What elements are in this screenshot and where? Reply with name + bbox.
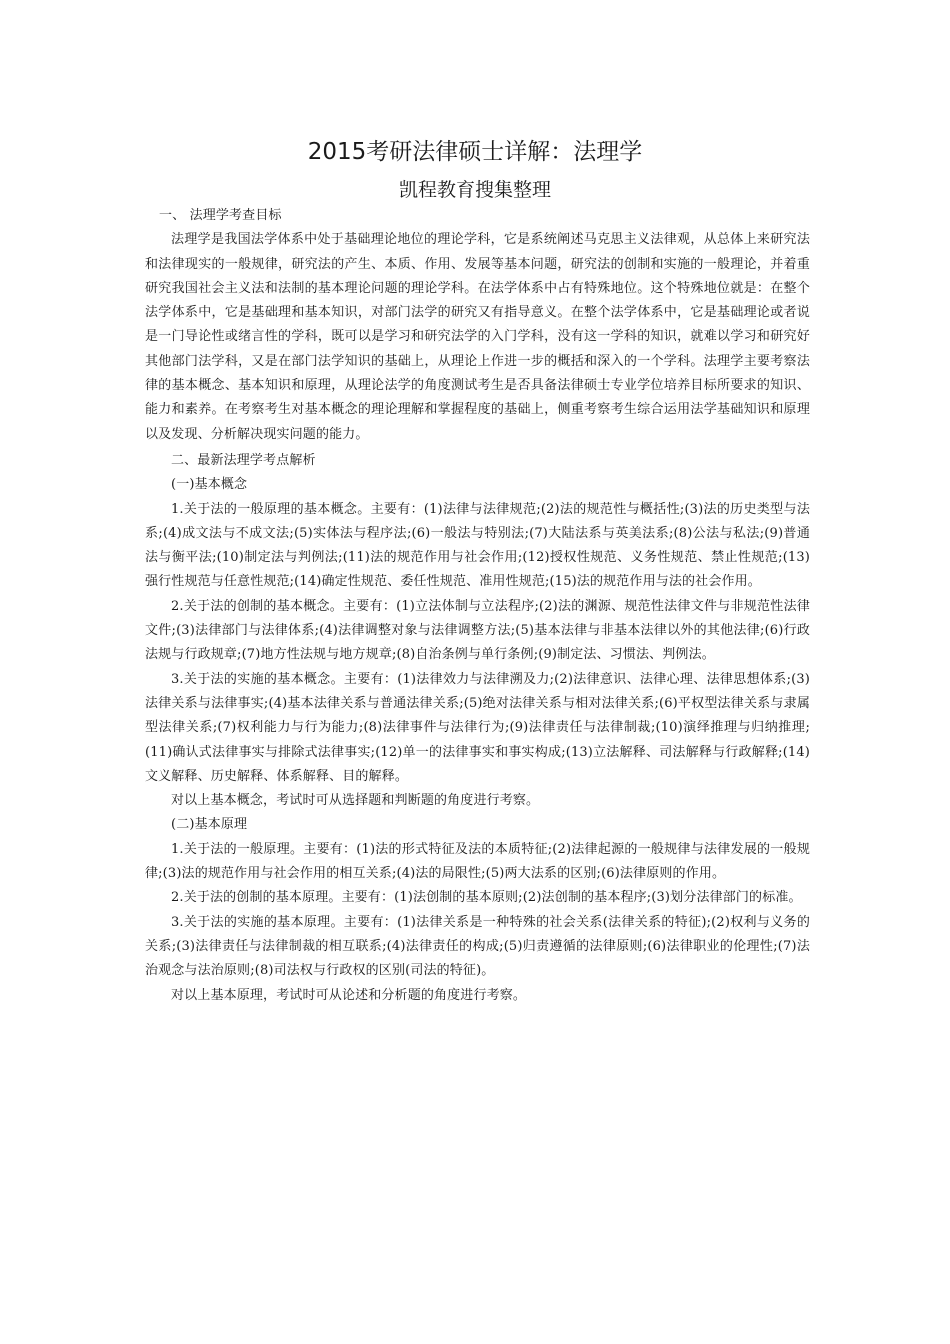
document-subtitle: 凯程教育搜集整理 xyxy=(398,179,551,201)
principles-item-1: 1.关于法的一般原理。主要有：(1)法的形式特征及法的本质特征;(2)法律起源的一般规律与法律发展的一般规律;(3)法的规范作用与社会作用的相互关系;(4)法的局限性;(5)两大法系的区别;(6)法律原则的作用。 xyxy=(145,841,810,882)
intro-paragraph: 法理学是我国法学体系中处于基础理论地位的理论学科，它是系统阐述马克思主义法律观，从总体上来研究法和法律现实的一般规律，研究法的产生、本质、作用、发展等基本问题，研究法的创制和实施的一般理论，并着重研究我国社会主义法和法制的基本理论问题的理论学科。在法学体系中占有特殊地位。这个特殊地位就是：在整个法学体系中，它是基础理和基本知识，对部门法学的研究又有指导意义。在整个法学体系中，它是基础理论或者说是一门导论性或绪言性的学科，既可以是学习和研究法学的入门学科，没有这一学科的知识，就难以学习和研究好其他部门法学科，又是在部门法学知识的基础上，从理论上作进一步的概括和深入的一个学科。法理学主要考察法律的基本概念、基本知识和原理，从理论法学的角度测试考生是否具备法律硕士专业学位培养目标所要求的知识、能力和素养。在考察考生对基本概念的理论理解和掌握程度的基础上，侧重考察考生综合运用法学基础知识和原理以及发现、分析解决现实问题的能力。 xyxy=(145,232,810,442)
concepts-note: 对以上基本概念，考试时可从选择题和判断题的角度进行考察。 xyxy=(171,793,540,809)
principles-note: 对以上基本原理，考试时可从论述和分析题的角度进行考察。 xyxy=(171,987,527,1003)
document-title: 2015考研法律硕士详解：法理学 xyxy=(307,139,643,165)
concepts-item-3: 3.关于法的实施的基本概念。主要有：(1)法律效力与法律溯及力;(2)法律意识、法律心理、法律思想体系;(3)法律关系与法律事实;(4)基本法律关系与普通法律关系;(5)绝对法律关系与相对法律关系;(6)平权型法律关系与隶属型法律关系;(7)权利能力与行为能力;(8)法律事件与法律行为;(9)法律责任与法律制裁;(10)演绎推理与归纳推理;(11)确认式法律事实与排除式法律事实;(12)单一的法律事实和事实构成;(13)立法解释、司法解释与行政解释;(14)文义解释、历史解释、体系解释、目的解释。 xyxy=(145,671,810,784)
document-body xyxy=(145,204,810,1008)
section-heading-2: 二、最新法理学考点解析 xyxy=(171,452,316,468)
concepts-item-1: 1.关于法的一般原理的基本概念。主要有：(1)法律与法律规范;(2)法的规范性与概括性;(3)法的历史类型与法系;(4)成文法与不成文法;(5)实体法与程序法;(6)一般法与特别法;(7)大陆法系与英美法系;(8)公法与私法;(9)普通法与衡平法;(10)制定法与判例法;(11)法的规范作用与社会作用;(12)授权性规范、义务性规范、禁止性规范;(13)强行性规范与任意性规范;(14)确定性规范、委任性规范、准用性规范;(15)法的规范作用与法的社会作用。 xyxy=(145,501,810,590)
section-heading-1: 一、 法理学考查目标 xyxy=(159,208,282,223)
subsection-heading-basic-principles: (二)基本原理 xyxy=(171,817,248,833)
subsection-heading-basic-concepts: (一)基本概念 xyxy=(171,477,248,493)
principles-item-3: 3.关于法的实施的基本原理。主要有：(1)法律关系是一种特殊的社会关系(法律关系的特征);(2)权利与义务的关系;(3)法律责任与法律制裁的相互联系;(4)法律责任的构成;(5)归责遵循的法律原则;(6)法律职业的伦理性;(7)法治观念与法治原则;(8)司法权与行政权的区别(司法的特征)。 xyxy=(145,914,810,979)
principles-item-2: 2.关于法的创制的基本原理。主要有：(1)法创制的基本原则;(2)法创制的基本程序;(3)划分法律部门的标准。 xyxy=(171,890,802,906)
concepts-item-2: 2.关于法的创制的基本概念。主要有：(1)立法体制与立法程序;(2)法的渊源、规范性法律文件与非规范性法律文件;(3)法律部门与法律体系;(4)法律调整对象与法律调整方法;(5)基本法律与非基本法律以外的其他法律;(6)行政法规与行政规章;(7)地方性法规与地方规章;(8)自治条例与单行条例;(9)制定法、习惯法、判例法。 xyxy=(145,598,810,663)
